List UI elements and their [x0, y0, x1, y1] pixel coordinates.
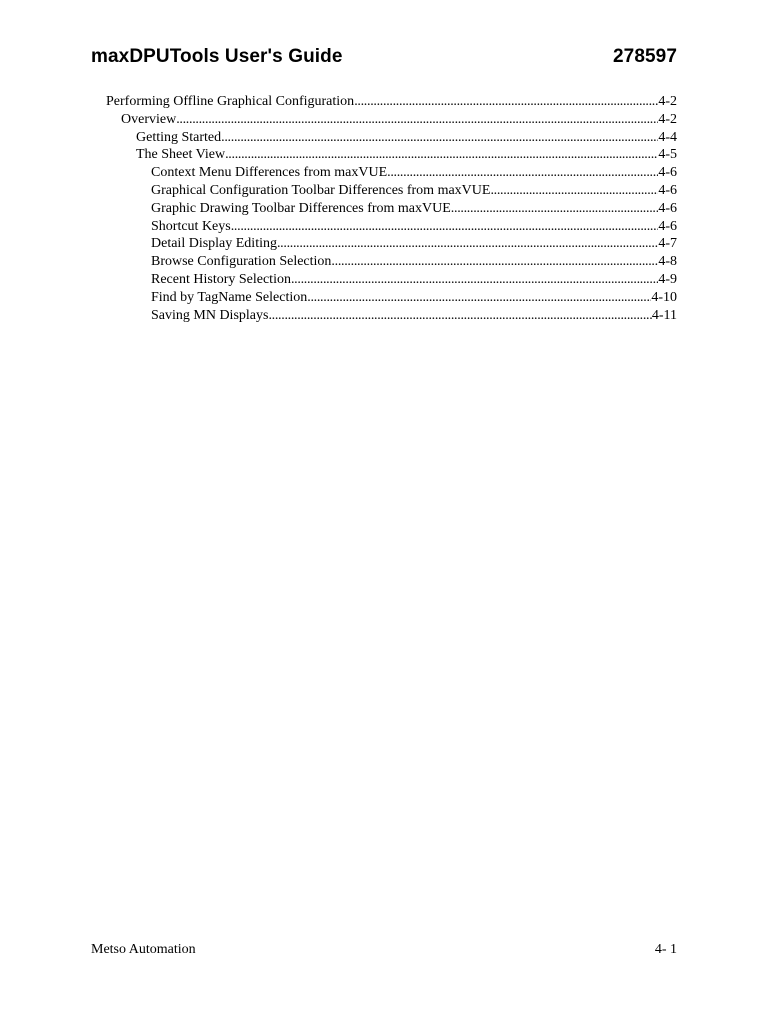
dot-leader — [331, 253, 658, 271]
toc-entry[interactable] — [91, 289, 677, 307]
dot-leader — [490, 182, 658, 200]
toc-entry-title: Graphic Drawing Toolbar Differences from maxVUE — [151, 200, 451, 216]
toc-entry-title: Saving MN Displays — [151, 307, 269, 323]
toc-entry-page: 4-9 — [658, 271, 677, 287]
toc-entry-title: The Sheet View — [136, 147, 226, 163]
dot-leader — [221, 129, 658, 147]
toc-entry-page: 4-6 — [658, 200, 677, 216]
toc-entry[interactable] — [91, 93, 677, 111]
toc-entry-page: 4-5 — [658, 147, 677, 163]
toc-entry[interactable] — [91, 307, 677, 325]
toc-entry-title: Performing Offline Graphical Configuration — [106, 94, 355, 109]
toc-entry[interactable] — [91, 253, 677, 271]
toc-entry-page: 4-10 — [651, 289, 677, 305]
toc-entry-title: Browse Configuration Selection — [151, 254, 332, 270]
page-footer — [91, 942, 677, 958]
dot-leader — [231, 218, 659, 236]
document-title: maxDPUTools User's Guide — [91, 46, 343, 67]
toc-entry[interactable] — [91, 218, 677, 236]
toc-entry-page: 4-2 — [658, 94, 677, 109]
footer-page-number: 4- 1 — [654, 942, 677, 957]
toc-entry[interactable] — [91, 200, 677, 218]
toc-entry-page: 4-4 — [658, 129, 677, 145]
toc-entry[interactable] — [91, 164, 677, 182]
toc-entry-page: 4-2 — [658, 111, 677, 127]
dot-leader — [354, 93, 658, 111]
toc-entry-title: Context Menu Differences from maxVUE — [151, 165, 388, 181]
toc-entry-title: Shortcut Keys — [151, 218, 231, 234]
toc-entry[interactable] — [91, 129, 677, 147]
toc-entry-page: 4-6 — [658, 165, 677, 181]
dot-leader — [176, 111, 658, 129]
page-header — [91, 46, 677, 68]
toc-entry-page: 4-6 — [658, 218, 677, 234]
dot-leader — [307, 289, 651, 307]
toc-entry-title: Getting Started — [136, 129, 222, 145]
dot-leader — [225, 146, 658, 164]
table-of-contents — [91, 93, 677, 324]
toc-entry-page: 4-7 — [658, 236, 677, 252]
toc-entry[interactable] — [91, 182, 677, 200]
toc-entry-title: Recent History Selection — [151, 271, 291, 287]
toc-entry[interactable] — [91, 146, 677, 164]
dot-leader — [451, 200, 659, 218]
dot-leader — [277, 235, 658, 253]
dot-leader — [291, 271, 658, 289]
toc-entry[interactable] — [91, 111, 677, 129]
dot-leader — [268, 307, 651, 325]
dot-leader — [387, 164, 658, 182]
toc-entry-page: 4-8 — [658, 254, 677, 270]
toc-entry-page: 4-11 — [651, 307, 677, 323]
toc-entry[interactable] — [91, 235, 677, 253]
toc-entry-title: Find by TagName Selection — [151, 289, 308, 305]
document-number: 278597 — [612, 46, 677, 67]
toc-entry[interactable] — [91, 271, 677, 289]
footer-company: Metso Automation — [91, 942, 196, 957]
toc-entry-title: Detail Display Editing — [151, 236, 277, 252]
toc-entry-title: Graphical Configuration Toolbar Differences from maxVUE — [151, 182, 491, 198]
toc-entry-title: Overview — [121, 111, 177, 127]
toc-entry-page: 4-6 — [658, 182, 677, 198]
